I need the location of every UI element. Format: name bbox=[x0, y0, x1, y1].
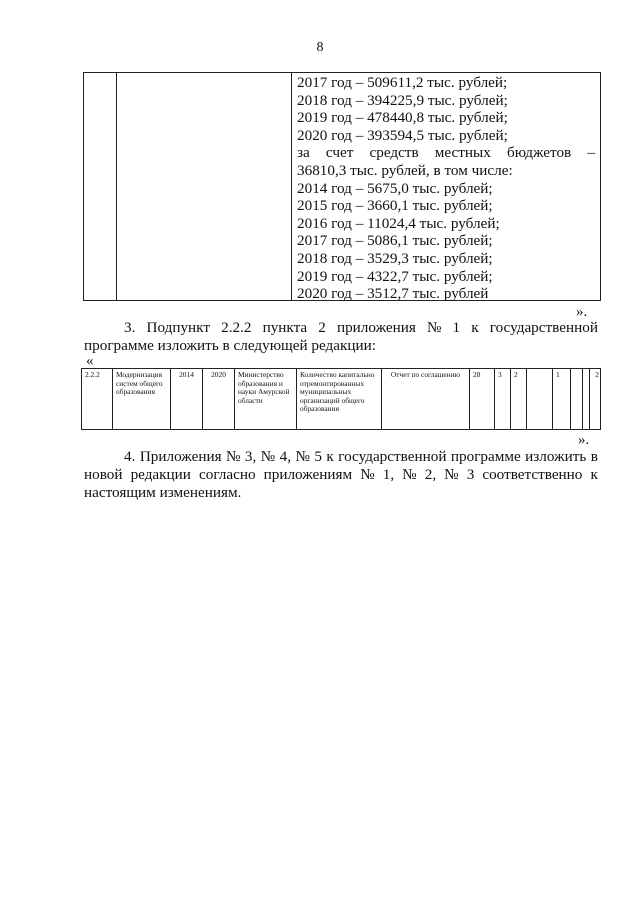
word: № bbox=[444, 466, 459, 483]
word: к bbox=[590, 466, 598, 483]
page-number: 8 bbox=[316, 40, 324, 55]
word: № bbox=[402, 466, 417, 483]
funding-line: 2020 год – 3512,7 тыс. рублей bbox=[297, 285, 489, 303]
word: в bbox=[590, 448, 598, 465]
funding-table bbox=[83, 72, 601, 301]
local-budget-line bbox=[297, 144, 595, 162]
cell-source: Отчет по соглашению bbox=[382, 369, 470, 429]
paragraph-line: программе изложить в следующей редакции: bbox=[84, 337, 376, 354]
word: к bbox=[471, 319, 479, 336]
word: 3. bbox=[124, 319, 136, 336]
word: приложениям bbox=[263, 466, 353, 483]
cell-value: 2 bbox=[595, 370, 599, 379]
paragraph-line: настоящим изменениям. bbox=[84, 484, 242, 501]
cell-value: 2 bbox=[511, 369, 527, 429]
word: программе bbox=[450, 448, 521, 465]
cell-value bbox=[527, 369, 553, 429]
word: государственной bbox=[489, 319, 598, 336]
word: 2, bbox=[424, 466, 437, 483]
opening-quote: « bbox=[86, 353, 94, 369]
word: № bbox=[226, 448, 241, 465]
cell-end-year: 2020 bbox=[203, 369, 235, 429]
table-col-number bbox=[84, 73, 117, 300]
funding-line: 2014 год – 5675,0 тыс. рублей; bbox=[297, 179, 493, 197]
funding-line: 2015 год – 3660,1 тыс. рублей; bbox=[297, 197, 493, 215]
word: счет bbox=[325, 144, 354, 162]
word: пункта bbox=[262, 319, 308, 336]
word: 1, bbox=[382, 466, 395, 483]
word: приложения bbox=[336, 319, 416, 336]
cell-value bbox=[583, 369, 590, 429]
word: согласно bbox=[198, 466, 256, 483]
cell-number: 2.2.2 bbox=[82, 369, 113, 429]
cell-name: Модернизация систем общего образования bbox=[113, 369, 171, 429]
funding-line: 2019 год – 4322,7 тыс. рублей; bbox=[297, 267, 493, 285]
closing-quote: ». bbox=[578, 432, 590, 448]
word: государственной bbox=[338, 448, 447, 465]
funding-line: 2020 год – 393594,5 тыс. рублей; bbox=[297, 126, 508, 144]
word: № bbox=[426, 319, 442, 336]
word: бюджетов bbox=[506, 144, 572, 162]
word: № bbox=[295, 448, 310, 465]
paragraph-line bbox=[84, 448, 598, 466]
word: 2.2.2 bbox=[221, 319, 252, 336]
cell-start-year: 2014 bbox=[171, 369, 203, 429]
word: соответственно bbox=[482, 466, 583, 483]
cell-executor: Министерство образования и науки Амурской области bbox=[235, 369, 297, 429]
funding-line: 2017 год – 509611,2 тыс. рублей; bbox=[297, 74, 508, 91]
cell-value: 28 bbox=[470, 369, 495, 429]
indicator-table-row bbox=[81, 368, 601, 430]
word: за bbox=[297, 144, 310, 162]
word: 4. bbox=[124, 448, 136, 465]
closing-quote: ». bbox=[576, 304, 588, 320]
funding-line: 2018 год – 394225,9 тыс. рублей; bbox=[297, 91, 508, 109]
word: 4, bbox=[279, 448, 292, 465]
paragraph-line bbox=[84, 466, 598, 484]
cell-indicator: Количество капитально отремонтированных муниципальных организаций общего образования bbox=[297, 369, 382, 429]
word: к bbox=[326, 448, 334, 465]
word: изложить bbox=[525, 448, 587, 465]
word: средств bbox=[369, 144, 419, 162]
table-col-name bbox=[117, 73, 292, 300]
cell-value: 3 bbox=[495, 369, 511, 429]
paragraph-line bbox=[84, 319, 598, 337]
word: № bbox=[360, 466, 375, 483]
word: Приложения bbox=[139, 448, 222, 465]
funding-line: 2019 год – 478440,8 тыс. рублей; bbox=[297, 109, 508, 127]
funding-line: 2018 год – 3529,3 тыс. рублей; bbox=[297, 249, 493, 267]
word: 2 bbox=[318, 319, 326, 336]
cell-value: 1 bbox=[553, 369, 571, 429]
word: 5 bbox=[314, 448, 322, 465]
table-col-funding bbox=[297, 74, 595, 303]
word: – bbox=[587, 144, 595, 162]
word: 1 bbox=[452, 319, 461, 336]
word: № bbox=[260, 448, 276, 465]
local-budget-total: 36810,3 тыс. рублей, в том числе: bbox=[297, 161, 513, 179]
paragraph-4 bbox=[84, 448, 598, 502]
word: редакции bbox=[130, 466, 191, 483]
word: местных bbox=[434, 144, 491, 162]
funding-line: 2016 год – 11024,4 тыс. рублей; bbox=[297, 214, 500, 232]
cell-value bbox=[571, 369, 583, 429]
funding-line: 2017 год – 5086,1 тыс. рублей; bbox=[297, 232, 493, 250]
paragraph-3 bbox=[84, 319, 598, 355]
word: новой bbox=[84, 466, 123, 483]
word: Подпункт bbox=[146, 319, 210, 336]
word: 3 bbox=[466, 466, 475, 483]
word: 3, bbox=[244, 448, 257, 465]
